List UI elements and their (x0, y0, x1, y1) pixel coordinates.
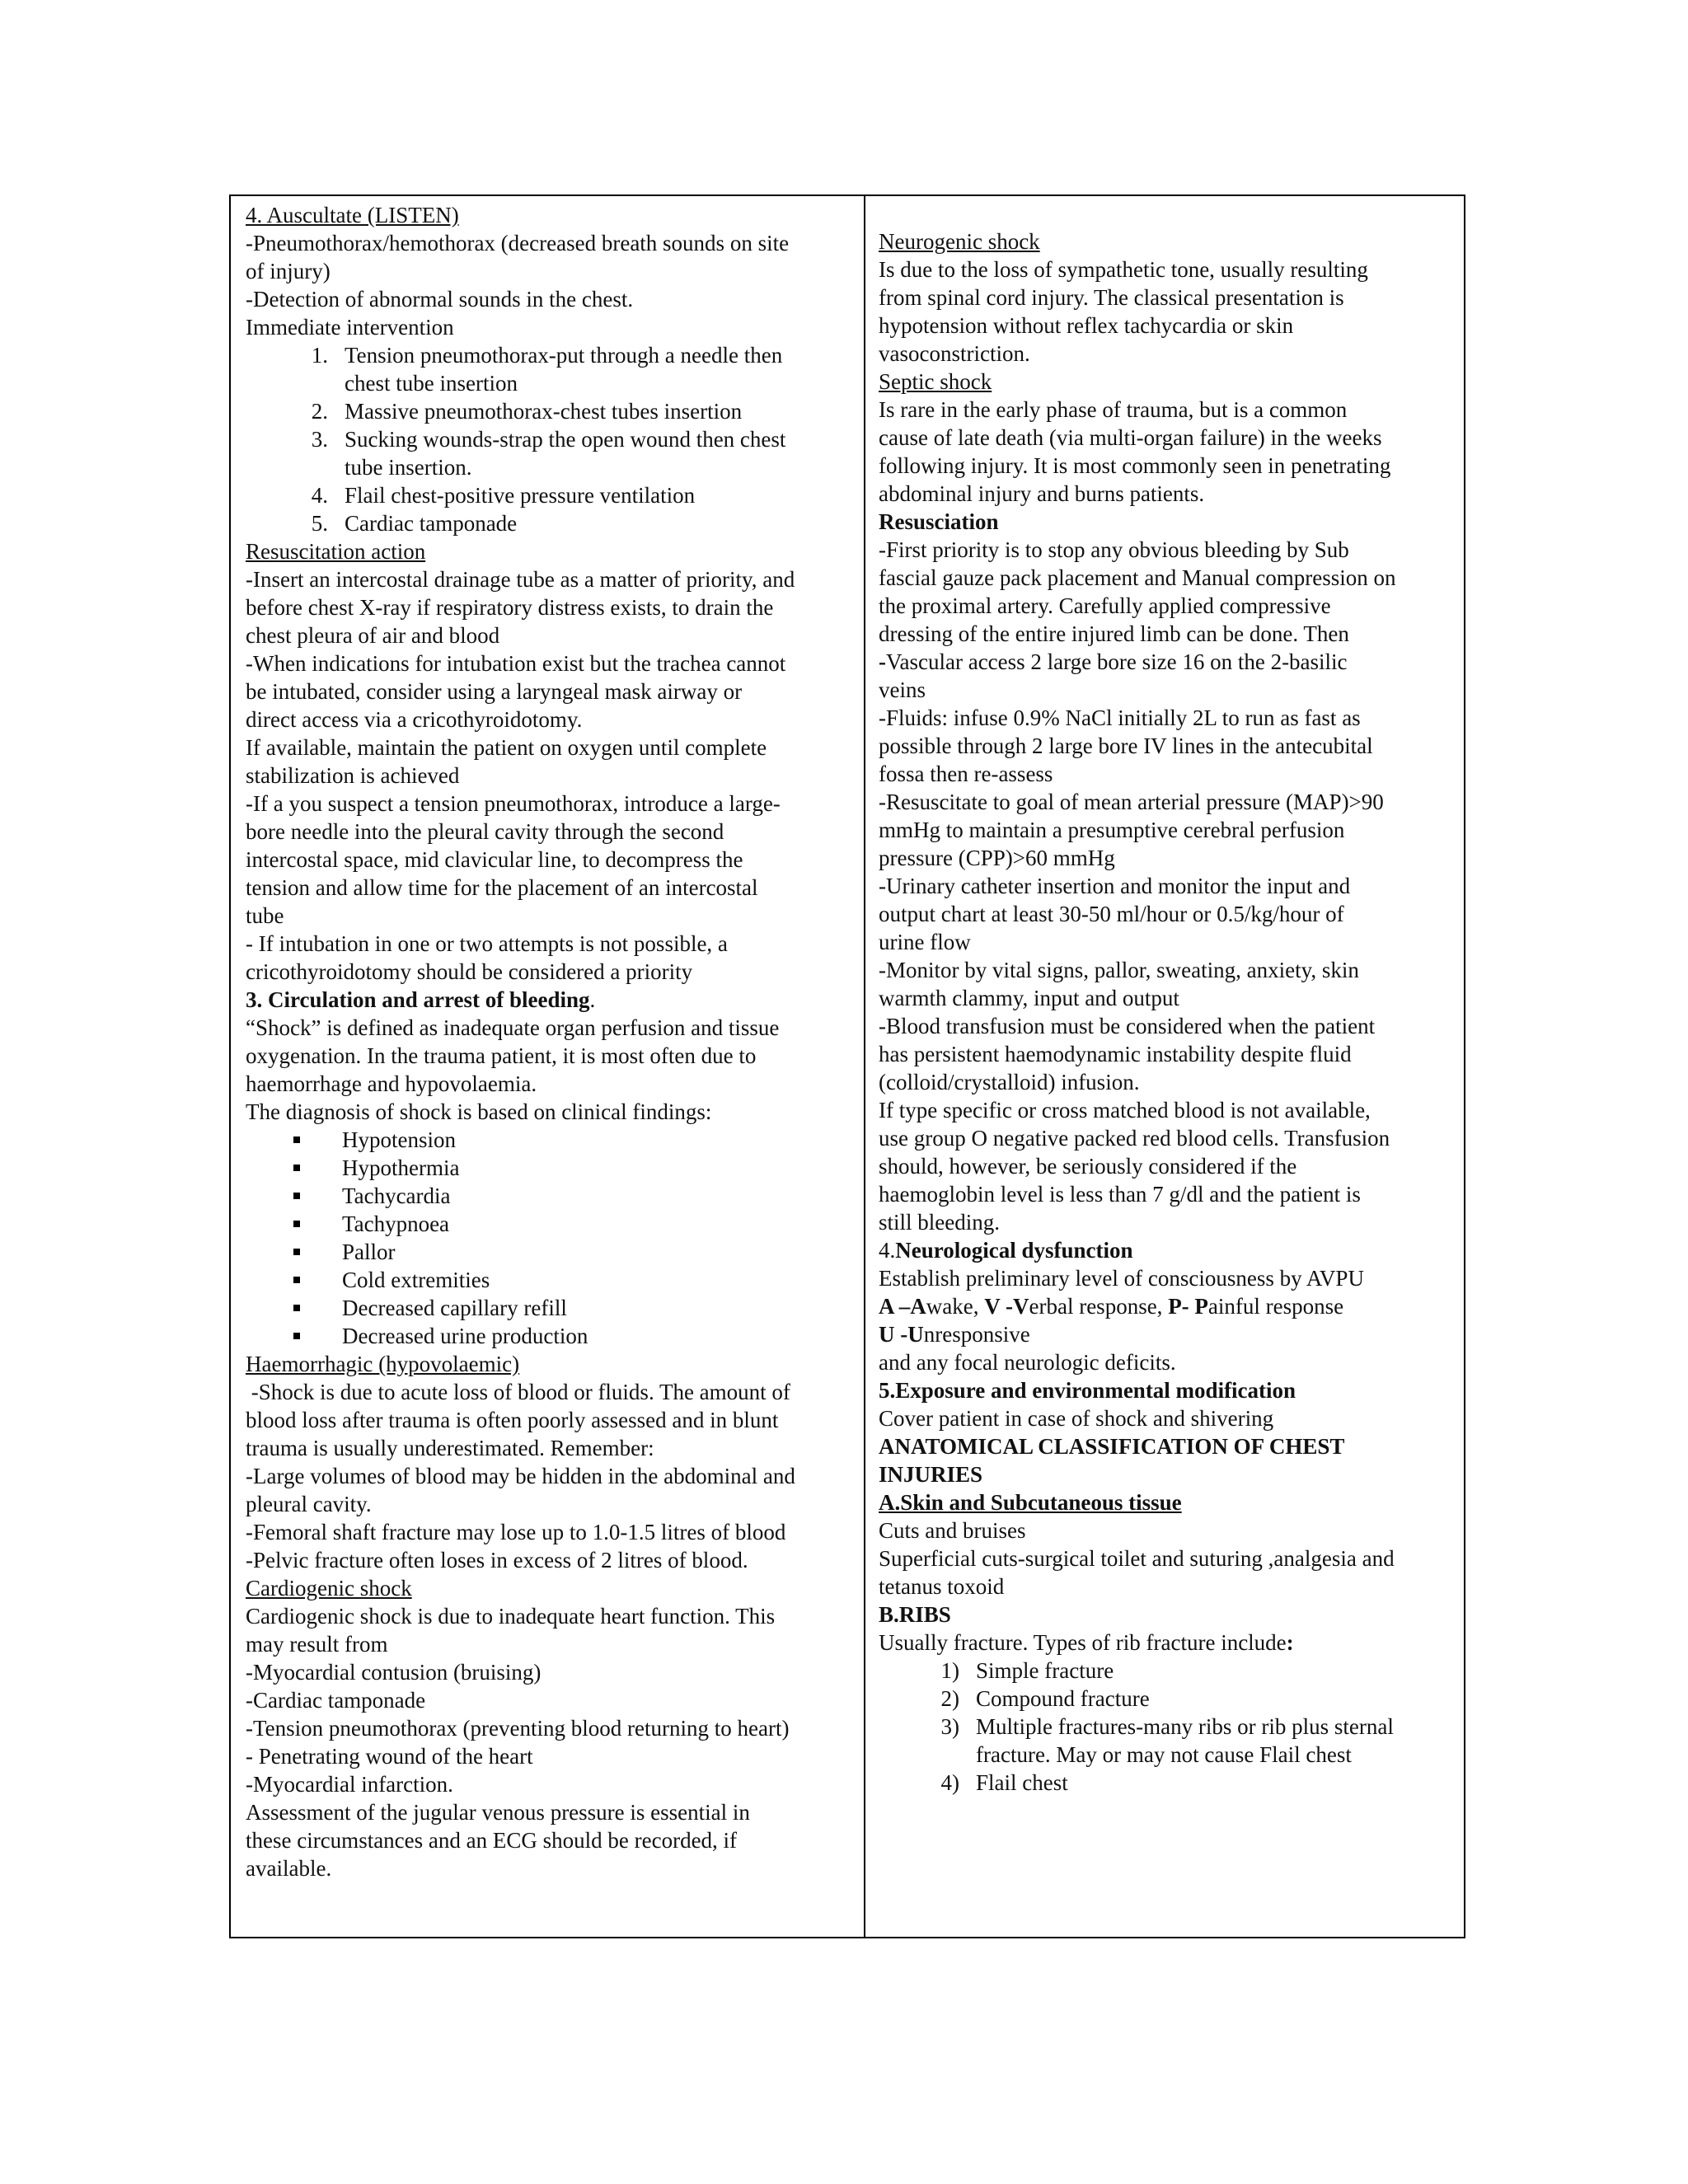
list-text: Decreased capillary refill (342, 1296, 567, 1320)
text-line: direct access via a cricothyroidotomy. (246, 707, 583, 732)
text-line: -Tension pneumothorax (preventing blood returning to heart) (246, 1716, 790, 1741)
text-line: If type specific or cross matched blood is not available, (879, 1098, 1371, 1122)
text-line: -Fluids: infuse 0.9% NaCl initially 2L to run as fast as (879, 705, 1361, 730)
circulation-heading-period: . (589, 987, 596, 1012)
square-bullet-icon (246, 1137, 342, 1143)
list-item-continuation: fracture. May or may not cause Flail chest (976, 1742, 1352, 1767)
text-line: -First priority is to stop any obvious bleeding by Sub (879, 537, 1349, 562)
text-line: fascial gauze pack placement and Manual compression on (879, 565, 1396, 590)
list-text: Tension pneumothorax-put through a needle then (345, 343, 783, 368)
list-item (246, 341, 852, 369)
list-item (246, 397, 852, 425)
text-line: possible through 2 large bore IV lines in the antecubital (879, 733, 1373, 758)
text-line: -Urinary catheter insertion and monitor the input and (879, 874, 1351, 898)
text-line: before chest X-ray if respiratory distress exists, to drain the (246, 595, 774, 620)
text-line: and any focal neurologic deficits. (879, 1350, 1176, 1375)
text-line: urine flow (879, 930, 971, 954)
square-bullet-icon (246, 1165, 342, 1171)
list-number: 1) (940, 1658, 959, 1683)
text-line: -Shock is due to acute loss of blood or fluids. The amount of (246, 1380, 790, 1404)
list-item (246, 509, 852, 537)
text-line: tube (246, 903, 284, 928)
list-text: Hypothermia (342, 1155, 460, 1180)
list-text: Multiple fractures-many ribs or rib plus sternal (976, 1714, 1394, 1739)
circulation-heading-text: 3. Circulation and arrest of bleeding (246, 987, 590, 1012)
square-bullet-icon (246, 1305, 342, 1311)
anatomical-classification-heading: ANATOMICAL CLASSIFICATION OF CHEST (879, 1434, 1345, 1459)
text-line: -Femoral shaft fracture may lose up to 1.0-1.5 litres of blood (246, 1520, 786, 1544)
text-line: Cardiogenic shock is due to inadequate heart function. This (246, 1604, 776, 1629)
text-line: -Insert an intercostal drainage tube as a matter of priority, and (246, 567, 795, 592)
rib-types-list (879, 1657, 1454, 1797)
neurological-dysfunction-heading (879, 1236, 1454, 1264)
text-line: Establish preliminary level of consciousness by AVPU (879, 1266, 1364, 1291)
avpu-p-key: P- P (1168, 1294, 1208, 1319)
text-line: be intubated, consider using a laryngeal mask airway or (246, 679, 743, 704)
text-line: chest pleura of air and blood (246, 623, 500, 648)
list-item (246, 1210, 852, 1238)
text-line: - Penetrating wound of the heart (246, 1744, 533, 1769)
text-line: -Cardiac tamponade (246, 1688, 426, 1713)
list-item (246, 481, 852, 509)
text-line: available. (246, 1856, 332, 1881)
text-line: use group O negative packed red blood cells. Transfusion (879, 1126, 1390, 1151)
text-line: vasoconstriction. (879, 341, 1030, 366)
text-line: pleural cavity. (246, 1492, 372, 1516)
list-text: Pallor (342, 1240, 396, 1264)
text-line: -Myocardial infarction. (246, 1772, 453, 1797)
text-line: pressure (CPP)>60 mmHg (879, 846, 1115, 870)
list-text: Decreased urine production (342, 1324, 588, 1348)
avpu-p-text: ainful response (1207, 1294, 1344, 1319)
list-text: Simple fracture (976, 1658, 1114, 1683)
text-line: still bleeding. (879, 1210, 1000, 1235)
vascular-access-text: Vascular access 2 large bore size 16 on the 2-basilic (886, 649, 1348, 674)
list-item (246, 1154, 852, 1182)
text-line: haemorrhage and hypovolaemia. (246, 1071, 537, 1096)
square-bullet-icon (246, 1193, 342, 1199)
text-line: output chart at least 30-50 ml/hour or 0.5/kg/hour of (879, 902, 1344, 926)
ribs-intro-colon: : (1286, 1630, 1294, 1655)
text-line: oxygenation. In the trauma patient, it is most often due to (246, 1043, 757, 1068)
text-line: intercostal space, mid clavicular line, to decompress the (246, 847, 743, 872)
list-text: Tachypnoea (342, 1212, 450, 1236)
ribs-intro-text: Usually fracture. Types of rib fracture include (879, 1630, 1287, 1655)
skin-heading: A.Skin and Subcutaneous tissue (879, 1490, 1182, 1515)
heading-text: Neurological dysfunction (895, 1238, 1133, 1263)
text-line: the proximal artery. Carefully applied compressive (879, 593, 1331, 618)
text-line: hypotension without reflex tachycardia or skin (879, 313, 1294, 338)
list-item (246, 425, 852, 453)
text-line: has persistent haemodynamic instability despite fluid (879, 1042, 1352, 1066)
text-line: tension and allow time for the placement of an intercostal (246, 875, 758, 900)
list-item (879, 1769, 1454, 1797)
exposure-heading: 5.Exposure and environmental modification (879, 1378, 1296, 1403)
list-text: Massive pneumothorax-chest tubes insertion (345, 399, 743, 424)
text-line: Cover patient in case of shock and shivering (879, 1406, 1274, 1431)
list-number: 5. (311, 511, 328, 536)
square-bullet-icon (246, 1277, 342, 1283)
text-line: may result from (246, 1632, 388, 1657)
list-text: Hypotension (342, 1127, 456, 1152)
text-line: these circumstances and an ECG should be recorded, if (246, 1828, 738, 1853)
text-line: Superficial cuts-surgical toilet and suturing ,analgesia and (879, 1546, 1395, 1571)
text-line: tetanus toxoid (879, 1574, 1005, 1599)
auscultate-heading: 4. Auscultate (LISTEN) (246, 203, 459, 227)
text-line: abdominal injury and burns patients. (879, 481, 1205, 506)
avpu-a-key: A –A (879, 1294, 926, 1319)
avpu-line (879, 1292, 1454, 1320)
heading-number: 4. (879, 1238, 896, 1263)
text-line: veins (879, 677, 926, 702)
list-number: 1. (311, 343, 328, 368)
text-line: cricothyroidotomy should be considered a priority (246, 959, 693, 984)
left-column (231, 196, 865, 1937)
text-line: should, however, be seriously considered if the (879, 1154, 1297, 1179)
list-number: 3) (940, 1714, 959, 1739)
avpu-u-line (879, 1320, 1454, 1348)
text-line: If available, maintain the patient on oxygen until complete (246, 735, 767, 760)
square-bullet-icon (246, 1249, 342, 1255)
anatomical-classification-heading-cont: INJURIES (879, 1462, 983, 1487)
text-line: from spinal cord injury. The classical presentation is (879, 285, 1344, 310)
text-line: -Pelvic fracture often loses in excess of 2 litres of blood. (246, 1548, 748, 1572)
text-line: cause of late death (via multi-organ failure) in the weeks (879, 425, 1382, 450)
list-text: Tachycardia (342, 1183, 451, 1208)
text-line: following injury. It is most commonly seen in penetrating (879, 453, 1391, 478)
list-number: 2) (940, 1686, 959, 1711)
list-item (246, 1266, 852, 1294)
list-number: 4) (940, 1770, 959, 1795)
septic-shock-heading: Septic shock (879, 369, 992, 394)
text-line: Assessment of the jugular venous pressure is essential in (246, 1800, 750, 1825)
avpu-v-key: V -V (984, 1294, 1029, 1319)
list-number: 2. (311, 399, 328, 424)
list-item (879, 1657, 1454, 1685)
resusciation-heading: Resusciation (879, 509, 999, 534)
text-line: mmHg to maintain a presumptive cerebral perfusion (879, 818, 1345, 842)
circulation-heading (246, 986, 852, 1014)
list-item (246, 1294, 852, 1322)
text-line: trauma is usually underestimated. Remember: (246, 1436, 654, 1460)
list-item-continuation: chest tube insertion (345, 371, 518, 396)
neurogenic-shock-heading: Neurogenic shock (879, 229, 1040, 254)
immediate-intervention-heading: Immediate intervention (246, 315, 454, 340)
avpu-a-text: wake, (926, 1294, 985, 1319)
square-bullet-icon (246, 1333, 342, 1339)
list-number: 3. (311, 427, 328, 452)
avpu-u-key: U -U (879, 1322, 924, 1347)
list-item (246, 1126, 852, 1154)
text-line: -Monitor by vital signs, pallor, sweating, anxiety, skin (879, 958, 1359, 982)
avpu-v-text: erbal response, (1029, 1294, 1169, 1319)
text-line: warmth clammy, input and output (879, 986, 1179, 1010)
text-line: blood loss after trauma is often poorly assessed and in blunt (246, 1408, 779, 1432)
text-line: -When indications for intubation exist but the trachea cannot (246, 651, 786, 676)
text-line: -Blood transfusion must be considered when the patient (879, 1014, 1376, 1038)
text-line: Cuts and bruises (879, 1518, 1026, 1543)
text-line: (colloid/crystalloid) infusion. (879, 1070, 1140, 1094)
text-line: dressing of the entire injured limb can be done. Then (879, 621, 1349, 646)
text-line: -Pneumothorax/hemothorax (decreased breath sounds on site (246, 231, 790, 255)
list-number: 4. (311, 483, 328, 508)
text-line: stabilization is achieved (246, 763, 460, 788)
text-line: The diagnosis of shock is based on clinical findings: (246, 1099, 712, 1124)
list-item (879, 1713, 1454, 1741)
resuscitation-action-heading: Resuscitation action (246, 539, 426, 564)
avpu-u-text: nresponsive (923, 1322, 1030, 1347)
list-item (246, 1238, 852, 1266)
list-item (246, 1182, 852, 1210)
text-line: - If intubation in one or two attempts is not possible, a (246, 931, 728, 956)
text-line: Is rare in the early phase of trauma, but is a common (879, 397, 1348, 422)
text-line: -Detection of abnormal sounds in the chest. (246, 287, 634, 312)
text-line: -Large volumes of blood may be hidden in the abdominal and (246, 1464, 795, 1488)
list-text: Cardiac tamponade (345, 511, 518, 536)
text-line: bore needle into the pleural cavity through the second (246, 819, 724, 844)
list-text: Flail chest-positive pressure ventilation (345, 483, 696, 508)
notes-table (229, 194, 1465, 1938)
text-line: -If a you suspect a tension pneumothorax, introduce a large- (246, 791, 781, 816)
ribs-heading: B.RIBS (879, 1602, 951, 1627)
list-text: Sucking wounds-strap the open wound then chest (345, 427, 786, 452)
ribs-intro (879, 1629, 1454, 1657)
text-line: “Shock” is defined as inadequate organ perfusion and tissue (246, 1015, 780, 1040)
bold-dash: - (879, 649, 886, 674)
text-line: -Myocardial contusion (bruising) (246, 1660, 542, 1685)
vascular-access-line (879, 648, 1454, 676)
list-text: Flail chest (976, 1770, 1068, 1795)
cardiogenic-heading: Cardiogenic shock (246, 1576, 412, 1601)
text-line: Is due to the loss of sympathetic tone, usually resulting (879, 257, 1368, 282)
text-line: haemoglobin level is less than 7 g/dl and the patient is (879, 1182, 1361, 1207)
findings-list (246, 1126, 852, 1350)
list-text: Cold extremities (342, 1268, 490, 1292)
right-column (865, 196, 1464, 1937)
list-item (879, 1685, 1454, 1713)
list-text: Compound fracture (976, 1686, 1150, 1711)
interventions-list (246, 341, 852, 537)
text-line: of injury) (246, 259, 331, 284)
text-line: -Resuscitate to goal of mean arterial pressure (MAP)>90 (879, 790, 1384, 814)
square-bullet-icon (246, 1221, 342, 1227)
text-line: fossa then re-assess (879, 762, 1053, 786)
haemorrhagic-heading: Haemorrhagic (hypovolaemic) (246, 1352, 520, 1376)
list-item (246, 1322, 852, 1350)
list-item-continuation: tube insertion. (345, 455, 472, 480)
